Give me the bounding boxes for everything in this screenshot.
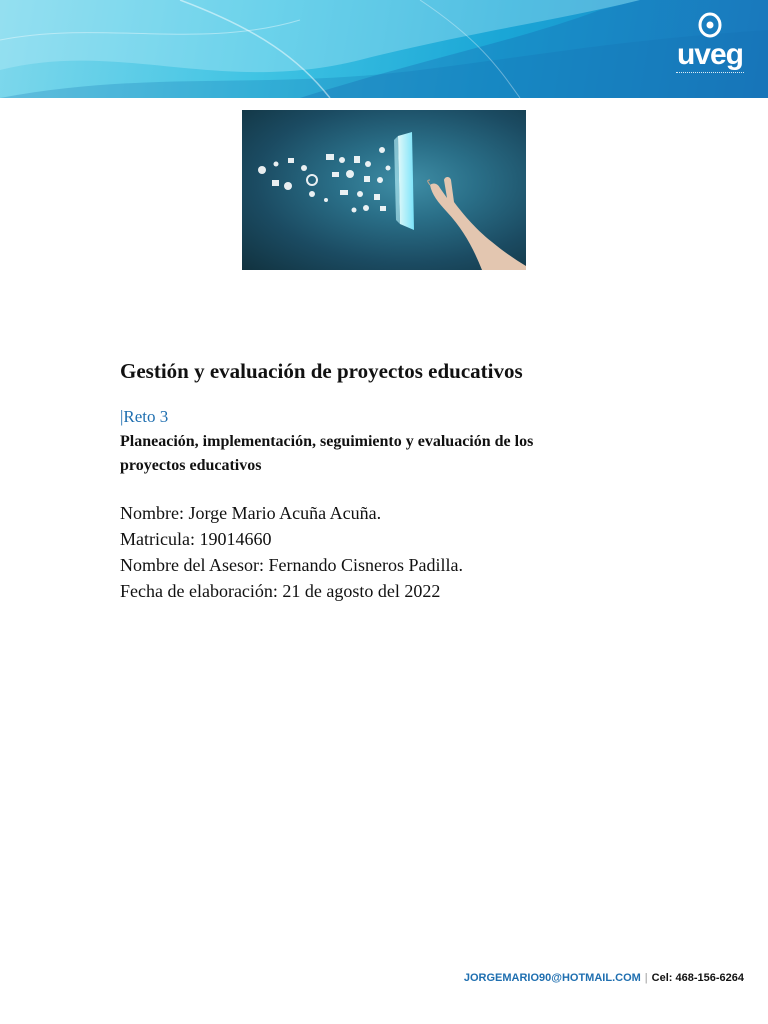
uveg-logo-tagline	[676, 72, 744, 76]
info-fecha: Fecha de elaboración: 21 de agosto del 2022	[120, 581, 441, 601]
hero-image	[242, 110, 526, 270]
reto-label: |Reto 3	[120, 407, 169, 426]
page-footer	[464, 972, 744, 984]
uveg-logo	[674, 12, 746, 78]
footer-phone: Cel: 468-156-6264	[651, 972, 744, 984]
uveg-logo-icon	[698, 12, 722, 38]
info-nombre: Nombre: Jorge Mario Acuña Acuña.	[120, 503, 382, 523]
hand-touching-screen-icon	[242, 110, 526, 270]
info-matricula: Matricula: 19014660	[120, 529, 272, 549]
header-wave-decoration	[0, 0, 768, 98]
document-title: Gestión y evaluación de proyectos educativos	[120, 359, 523, 383]
info-asesor: Nombre del Asesor: Fernando Cisneros Padilla.	[120, 555, 463, 575]
header-banner	[0, 0, 768, 98]
student-info	[120, 500, 680, 604]
document-content	[120, 356, 680, 604]
document-subtitle: Planeación, implementación, seguimiento y evaluación de los proyectos educativos	[120, 433, 534, 474]
uveg-logo-text: uveg	[676, 38, 744, 71]
footer-email: JORGEMARIO90@HOTMAIL.COM	[463, 972, 641, 984]
footer-separator: |	[644, 972, 648, 984]
